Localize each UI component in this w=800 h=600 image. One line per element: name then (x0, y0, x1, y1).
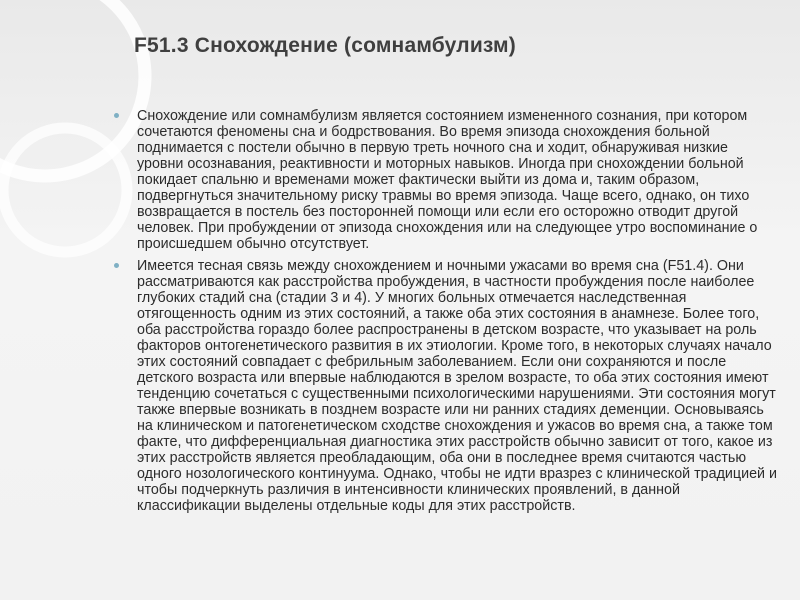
bullet-text: Снохождение или сомнамбулизм является состоянием измененного сознания, при котором сочетаются феномены сна и бодрствования. Во время эпизода снохождения больной поднимается с постели обычно в первую треть ночного сна и ходит, обнаруживая низкие уровни осознавания, реактивности и моторных навыков. Иногда при снохождении больной покидает спальню и временами может фактически выйти из дома и, таким образом, подвергнуться значительному риску травмы во время эпизода. Чаще всего, однако, он тихо возвращается в постель без посторонней помощи или если его осторожно отводит другой человек. При пробуждении от эпизода снохождения или на следующее утро воспоминание о происшедшем обычно отсутствует. (137, 108, 758, 252)
bullet-item (113, 108, 778, 252)
bullet-text: Имеется тесная связь между снохождением и ночными ужасами во время сна (F51.4). Они рассматриваются как расстройства пробуждения, в частности пробуждения после наиболее глубоких стадий сна (стадии 3 и 4). У многих больных отмечается наследственная отягощенность одним из этих состояний, а также оба этих состояния в анамнезе. Более того, оба расстройства гораздо более распространены в детском возрасте, что указывает на роль факторов онтогенетического развития в их этиологии. Кроме того, в некоторых случаях начало этих состояний совпадает с фебрильным заболеванием. Если они сохраняются и после детского возраста или впервые наблюдаются в зрелом возрасте, то оба этих состояния имеют тенденцию сочетаться с существенными психологическими нарушениями. Эти состояния могут также впервые возникать в позднем возрасте или ни ранних стадиях деменции. Основываясь на клиническом и патогенетическом сходстве снохождения и ужасов во время сна, а также том факте, что дифференциальная диагностика этих расстройств обычно зависит от того, какое из этих расстройств является преобладающим, оба они в последнее время считаются частью одного нозологического континуума. Однако, чтобы не идти вразрез с клинической традицией и чтобы подчеркнуть различия в интенсивности клинических проявлений, в данной классификации выделены отдельные коды для этих расстройств. (137, 258, 777, 514)
bullet-dot-icon (114, 263, 119, 268)
bullet-item (113, 258, 778, 514)
bullet-list (113, 108, 778, 520)
bullet-dot-icon (114, 113, 119, 118)
slide-title: F51.3 Снохождение (сомнамбулизм) (134, 34, 516, 57)
